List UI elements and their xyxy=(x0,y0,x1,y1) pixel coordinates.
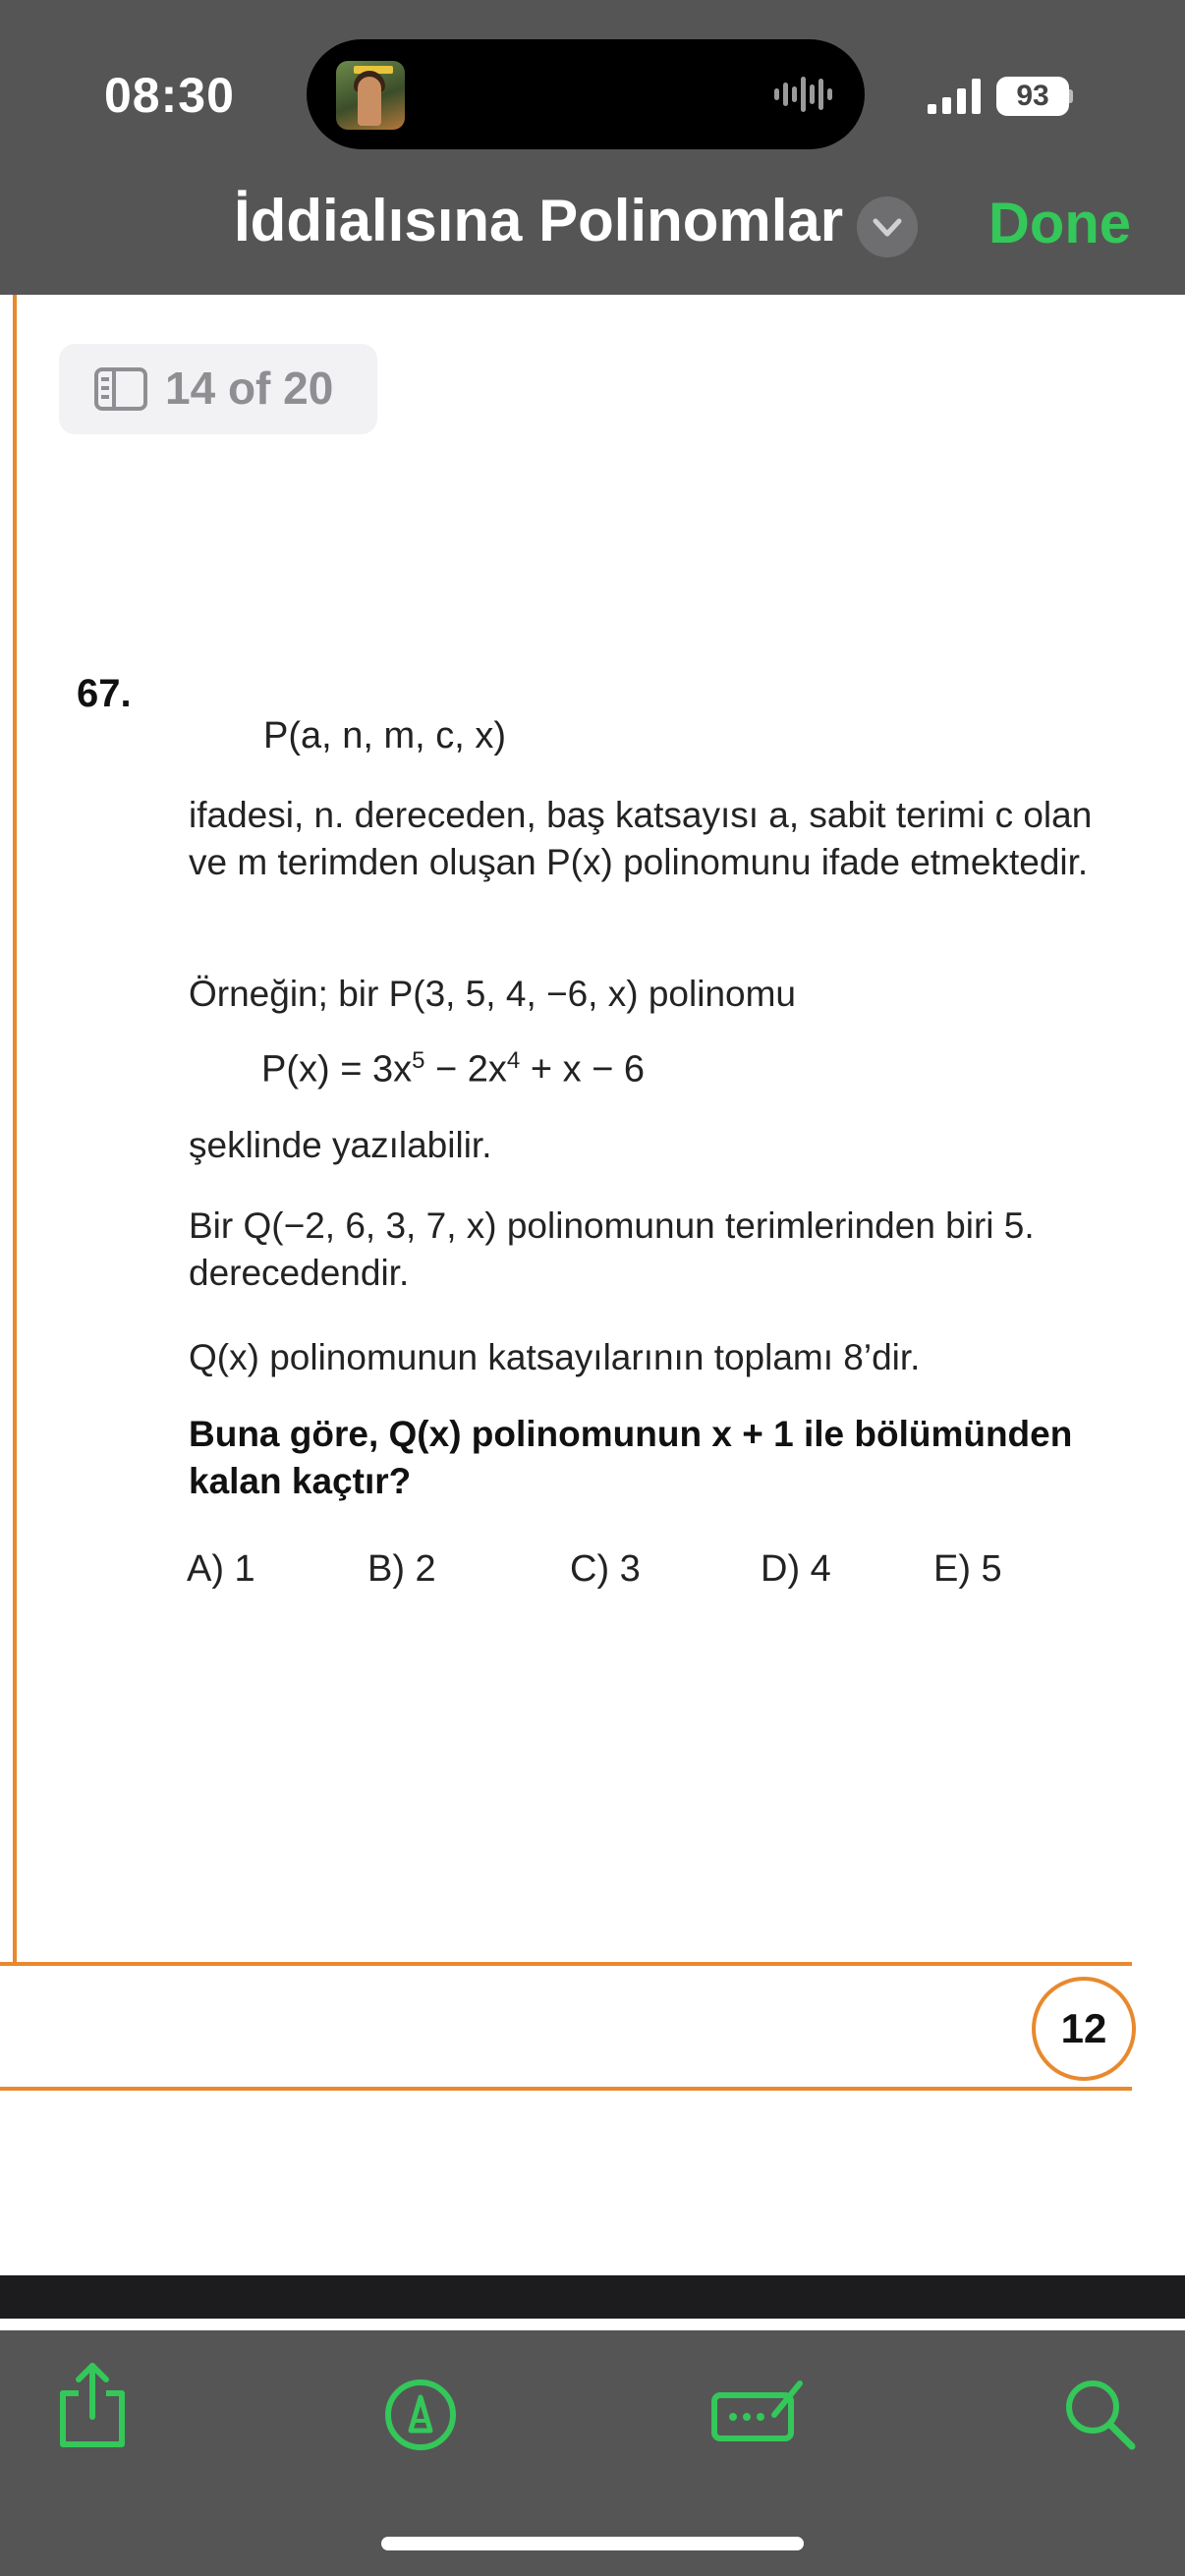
page-indicator[interactable] xyxy=(59,344,377,434)
q-terms-paragraph: Bir Q(−2, 6, 3, 7, x) polinomunun terimlerinden biri 5. derecedendir. xyxy=(189,1205,1035,1293)
written-note: şeklinde yazılabilir. xyxy=(189,1125,492,1165)
example-intro: Örneğin; bir P(3, 5, 4, −6, x) polinomu xyxy=(189,974,796,1014)
status-time: 08:30 xyxy=(104,68,235,123)
markup-icon[interactable] xyxy=(383,2378,458,2452)
battery-indicator: 93 xyxy=(996,77,1069,116)
option-c: C) 3 xyxy=(570,1548,641,1590)
definition-expression: P(a, n, m, c, x) xyxy=(263,715,507,756)
page-indicator-label: 14 of 20 xyxy=(165,363,334,414)
share-icon[interactable] xyxy=(53,2358,132,2452)
definition-paragraph: ifadesi, n. dereceden, baş katsayısı a, sabit terimi c olan ve m terimden oluşan P(x) polinomunu ifade etmektedir. xyxy=(189,795,1093,882)
search-icon[interactable] xyxy=(1063,2378,1138,2452)
separator-strip xyxy=(0,2275,1185,2319)
keyboard-icon[interactable] xyxy=(709,2378,808,2446)
option-b: B) 2 xyxy=(367,1548,436,1590)
chevron-down-icon[interactable] xyxy=(857,196,918,257)
cellular-signal-icon xyxy=(928,79,985,114)
option-d: D) 4 xyxy=(761,1548,831,1590)
option-e: E) 5 xyxy=(933,1548,1002,1590)
now-playing-artwork xyxy=(336,61,405,130)
question-number: 67. xyxy=(77,672,132,715)
option-a: A) 1 xyxy=(187,1548,255,1590)
done-button[interactable]: Done xyxy=(988,192,1131,255)
footer-rule-bottom xyxy=(0,2087,1132,2091)
battery-nub xyxy=(1069,89,1073,103)
question-prompt: Buna göre, Q(x) polinomunun x + 1 ile bölümünden kalan kaçtır? xyxy=(189,1414,1073,1501)
sidebar-icon xyxy=(94,367,147,411)
page-margin-rule xyxy=(13,295,17,1963)
page-number-badge: 12 xyxy=(1032,1977,1136,2081)
footer-rule-top xyxy=(0,1962,1132,1966)
q-sum-paragraph: Q(x) polinomunun katsayılarının toplamı 8’dir. xyxy=(189,1337,921,1377)
document-title[interactable]: İddialısına Polinomlar xyxy=(234,188,844,253)
dynamic-island[interactable] xyxy=(307,39,865,149)
example-formula: $P(x) = 3x^5 - 2x^4 + x - 6$ xyxy=(261,1047,646,1091)
audio-waveform-icon xyxy=(774,75,833,114)
home-indicator[interactable] xyxy=(381,2537,804,2550)
